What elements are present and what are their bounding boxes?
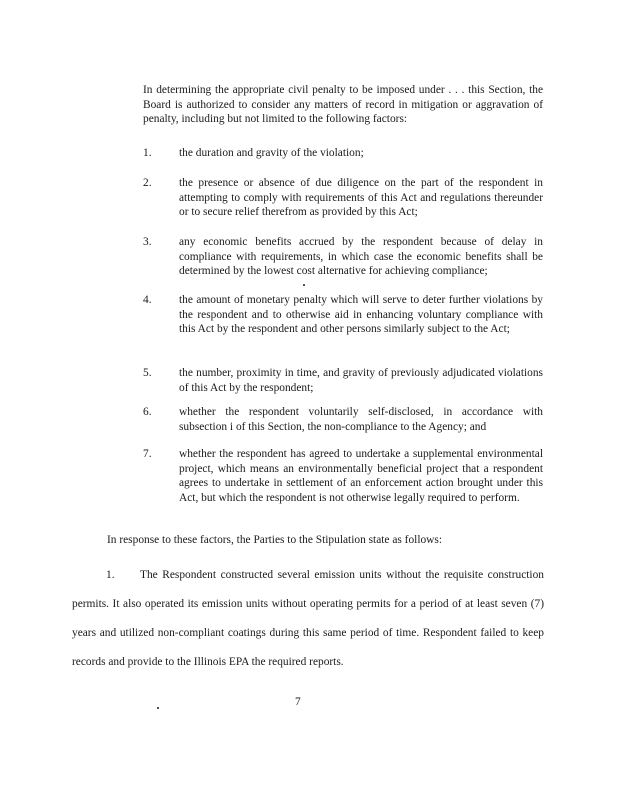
factor-text: any economic benefits accrued by the respondent because of delay in compliance with requirements, in which case the economic benefits shall be determined by the lowest cost alternative for achieving compliance; — [179, 236, 543, 277]
factor-number: 4. — [143, 294, 152, 306]
scan-speck — [157, 707, 159, 709]
factor-number: 1. — [143, 147, 152, 159]
paragraph-text: The Respondent constructed several emission units without the requisite construction permits. It also operated its emission units without operating permits for a period of at least seven (7) years and utilized non-compliant coatings during this same period of time. Respondent failed to keep records and provide to the Illinois EPA the required reports. — [72, 569, 544, 668]
factor-text: whether the respondent has agreed to undertake a supplemental environmental project, which means an environmentally beneficial project that a respondent agrees to undertake in settlement of an enforcement action brought under this Act, but which the respondent is not otherwise legally required to perform. — [179, 448, 543, 504]
numbered-paragraph — [72, 561, 544, 677]
scan-speck — [303, 284, 305, 286]
factor-text: the amount of monetary penalty which will serve to deter further violations by the respondent and to otherwise aid in enhancing voluntary compliance with this Act by the respondent and other persons similarly subject to the Act; — [179, 294, 543, 335]
factor-number: 5. — [143, 367, 152, 379]
factor-number: 7. — [143, 448, 152, 460]
response-lead-sentence: In response to these factors, the Parties to the Stipulation state as follows: — [107, 534, 443, 546]
factor-number: 2. — [143, 177, 152, 189]
factor-text: the presence or absence of due diligence on the part of the respondent in attempting to comply with requirements of this Act and regulations thereunder or to secure relief therefrom as provided by this Act; — [179, 177, 543, 218]
page-number: 7 — [295, 696, 301, 708]
factor-number: 3. — [143, 236, 152, 248]
paragraph-number: 1. — [106, 569, 115, 581]
factor-number: 6. — [143, 406, 152, 418]
factor-text: the number, proximity in time, and gravity of previously adjudicated violations of this Act by the respondent; — [179, 367, 543, 394]
factor-text: the duration and gravity of the violation; — [179, 147, 364, 159]
factor-text: whether the respondent voluntarily self-disclosed, in accordance with subsection i of this Section, the non-compliance to the Agency; and — [179, 406, 543, 433]
quoted-statute-intro: In determining the appropriate civil penalty to be imposed under . . . this Section, the Board is authorized to consider any matters of record in mitigation or aggravation of penalty, including but not limited to the following factors: — [143, 84, 543, 125]
